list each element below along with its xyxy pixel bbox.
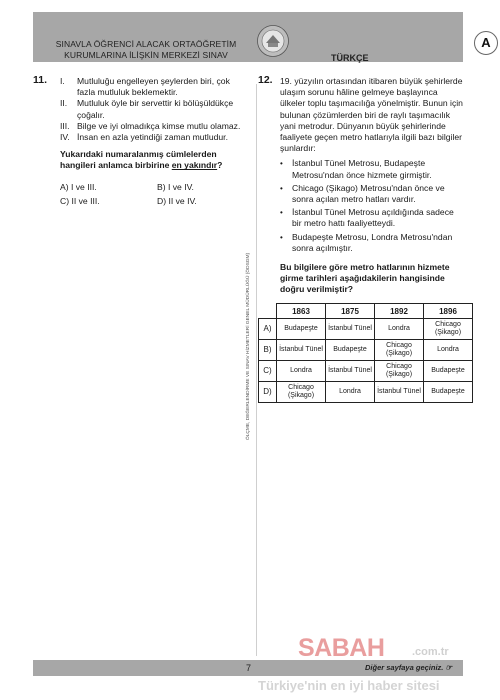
table-row[interactable] <box>259 361 473 382</box>
bullet-icon: • <box>280 232 283 242</box>
option-label[interactable]: B) <box>259 340 277 361</box>
watermark-domain: .com.tr <box>412 646 449 658</box>
year-header: 1863 <box>277 304 326 319</box>
next-page-note: Diğer sayfaya geçiniz. ☞ <box>365 663 453 672</box>
table-cell: Budapeşte <box>424 382 473 403</box>
column-divider <box>256 84 257 656</box>
table-cell: Londra <box>424 340 473 361</box>
table-header-row <box>259 304 473 319</box>
question-12-bullets <box>280 158 465 254</box>
question-12-answer-table <box>258 303 473 403</box>
option-b[interactable]: B) I ve IV. <box>157 181 194 192</box>
year-header: 1896 <box>424 304 473 319</box>
table-cell: Londra <box>277 361 326 382</box>
table-cell: İstanbul Tünel <box>326 319 375 340</box>
exam-header <box>33 12 491 63</box>
subject-title: TÜRKÇE <box>331 53 369 63</box>
option-label[interactable]: C) <box>259 361 277 382</box>
statement-4: IV. İnsan en azla yetindiği zaman mutludur. <box>60 132 228 143</box>
bullet-icon: • <box>280 159 283 169</box>
sabah-watermark-logo: SABAH <box>298 634 385 662</box>
option-d[interactable]: D) II ve IV. <box>157 195 197 206</box>
question-11-stem: Yukarıdaki numaralanmış cümlelerden hangileri anlamca birbirine en yakındır? <box>60 149 223 171</box>
meb-emblem-icon <box>256 24 290 58</box>
table-cell: Chicago (Şikago) <box>375 340 424 361</box>
table-cell: İstanbul Tünel <box>277 340 326 361</box>
bullet-item: • Chicago (Şikago) Metrosu'ndan önce ve sonra açılan metro hatları vardır. <box>280 182 445 205</box>
table-cell: Budapeşte <box>424 361 473 382</box>
option-a[interactable]: A) I ve III. <box>60 181 97 192</box>
statement-3: III. Bilge ve iyi olmadıkça kimse mutlu olamaz. <box>60 120 241 131</box>
question-12 <box>280 76 465 296</box>
statement-2: II. Mutluluk öyle bir servettir ki bölüşüldükçe çoğalır. <box>60 98 234 120</box>
bullet-item: • Budapeşte Metrosu, Londra Metrosu'ndan sonra açılmıştır. <box>280 231 453 253</box>
bullet-item: • İstanbul Tünel Metrosu, Budapeşte Metrosu'ndan önce hizmete girmiştir. <box>280 158 432 180</box>
question-11 <box>60 76 248 207</box>
table-row[interactable] <box>259 319 473 340</box>
question-12-stem: Bu bilgilere göre metro hatlarının hizmete girme tarihleri aşağıdakilerin hangisinde doğru verilmiştir? <box>280 262 450 295</box>
table-cell: Londra <box>375 319 424 340</box>
table-cell: Budapeşte <box>326 340 375 361</box>
table-row[interactable] <box>259 382 473 403</box>
question-11-options <box>60 182 248 207</box>
bullet-icon: • <box>280 208 283 218</box>
year-header: 1892 <box>375 304 424 319</box>
option-c[interactable]: C) II ve III. <box>60 195 100 206</box>
option-label[interactable]: A) <box>259 319 277 340</box>
table-cell: Londra <box>326 382 375 403</box>
table-cell: İstanbul Tünel <box>375 382 424 403</box>
statement-1: I. Mutluluğu engelleyen şeylerden biri, çok fazla mutluluk beklemektir. <box>60 76 230 98</box>
table-row[interactable] <box>259 340 473 361</box>
booklet-type-badge: A <box>474 31 498 55</box>
question-11-number: 11. <box>33 74 48 86</box>
question-12-intro: 19. yüzyılın ortasından itibaren büyük şehirlerde ulaşım sorunu hâline gelmeye başlayınca ülkeler toplu taşımacılığa yönelmiştir. Bunun için bulunan çözümlerden biri de raylı taşımacılık yani metrodur. Dünyanın büyük şehirlerinde faaliyete geçen metro hatlarıyla ilgili bazı bilgiler şunlardır: <box>280 76 463 154</box>
option-label[interactable]: D) <box>259 382 277 403</box>
table-cell: Chicago (Şikago) <box>375 361 424 382</box>
year-header: 1875 <box>326 304 375 319</box>
table-cell: Chicago (Şikago) <box>277 382 326 403</box>
pointing-hand-icon: ☞ <box>445 663 453 672</box>
table-cell: İstanbul Tünel <box>326 361 375 382</box>
watermark-slogan: Türkiye'nin en iyi haber sitesi <box>258 678 440 693</box>
bullet-icon: • <box>280 183 283 193</box>
exam-title: SINAVLA ÖĞRENCİ ALACAK ORTAÖĞRETİM KURUMLARINA İLİŞKİN MERKEZİ SINAV <box>55 39 237 60</box>
question-12-number: 12. <box>258 74 273 86</box>
table-cell: Chicago (Şikago) <box>424 319 473 340</box>
table-cell: Budapeşte <box>277 319 326 340</box>
margin-vertical-text: ÖLÇME, DEĞERLENDİRME VE SINAV HİZMETLERİ GENEL MÜDÜRLÜĞÜ (ÖDSGM) <box>246 252 251 440</box>
page-number: 7 <box>246 663 252 673</box>
bullet-item: • İstanbul Tünel Metrosu açıldığında sadece bir metro hattı faaliyetteydi. <box>280 207 454 229</box>
